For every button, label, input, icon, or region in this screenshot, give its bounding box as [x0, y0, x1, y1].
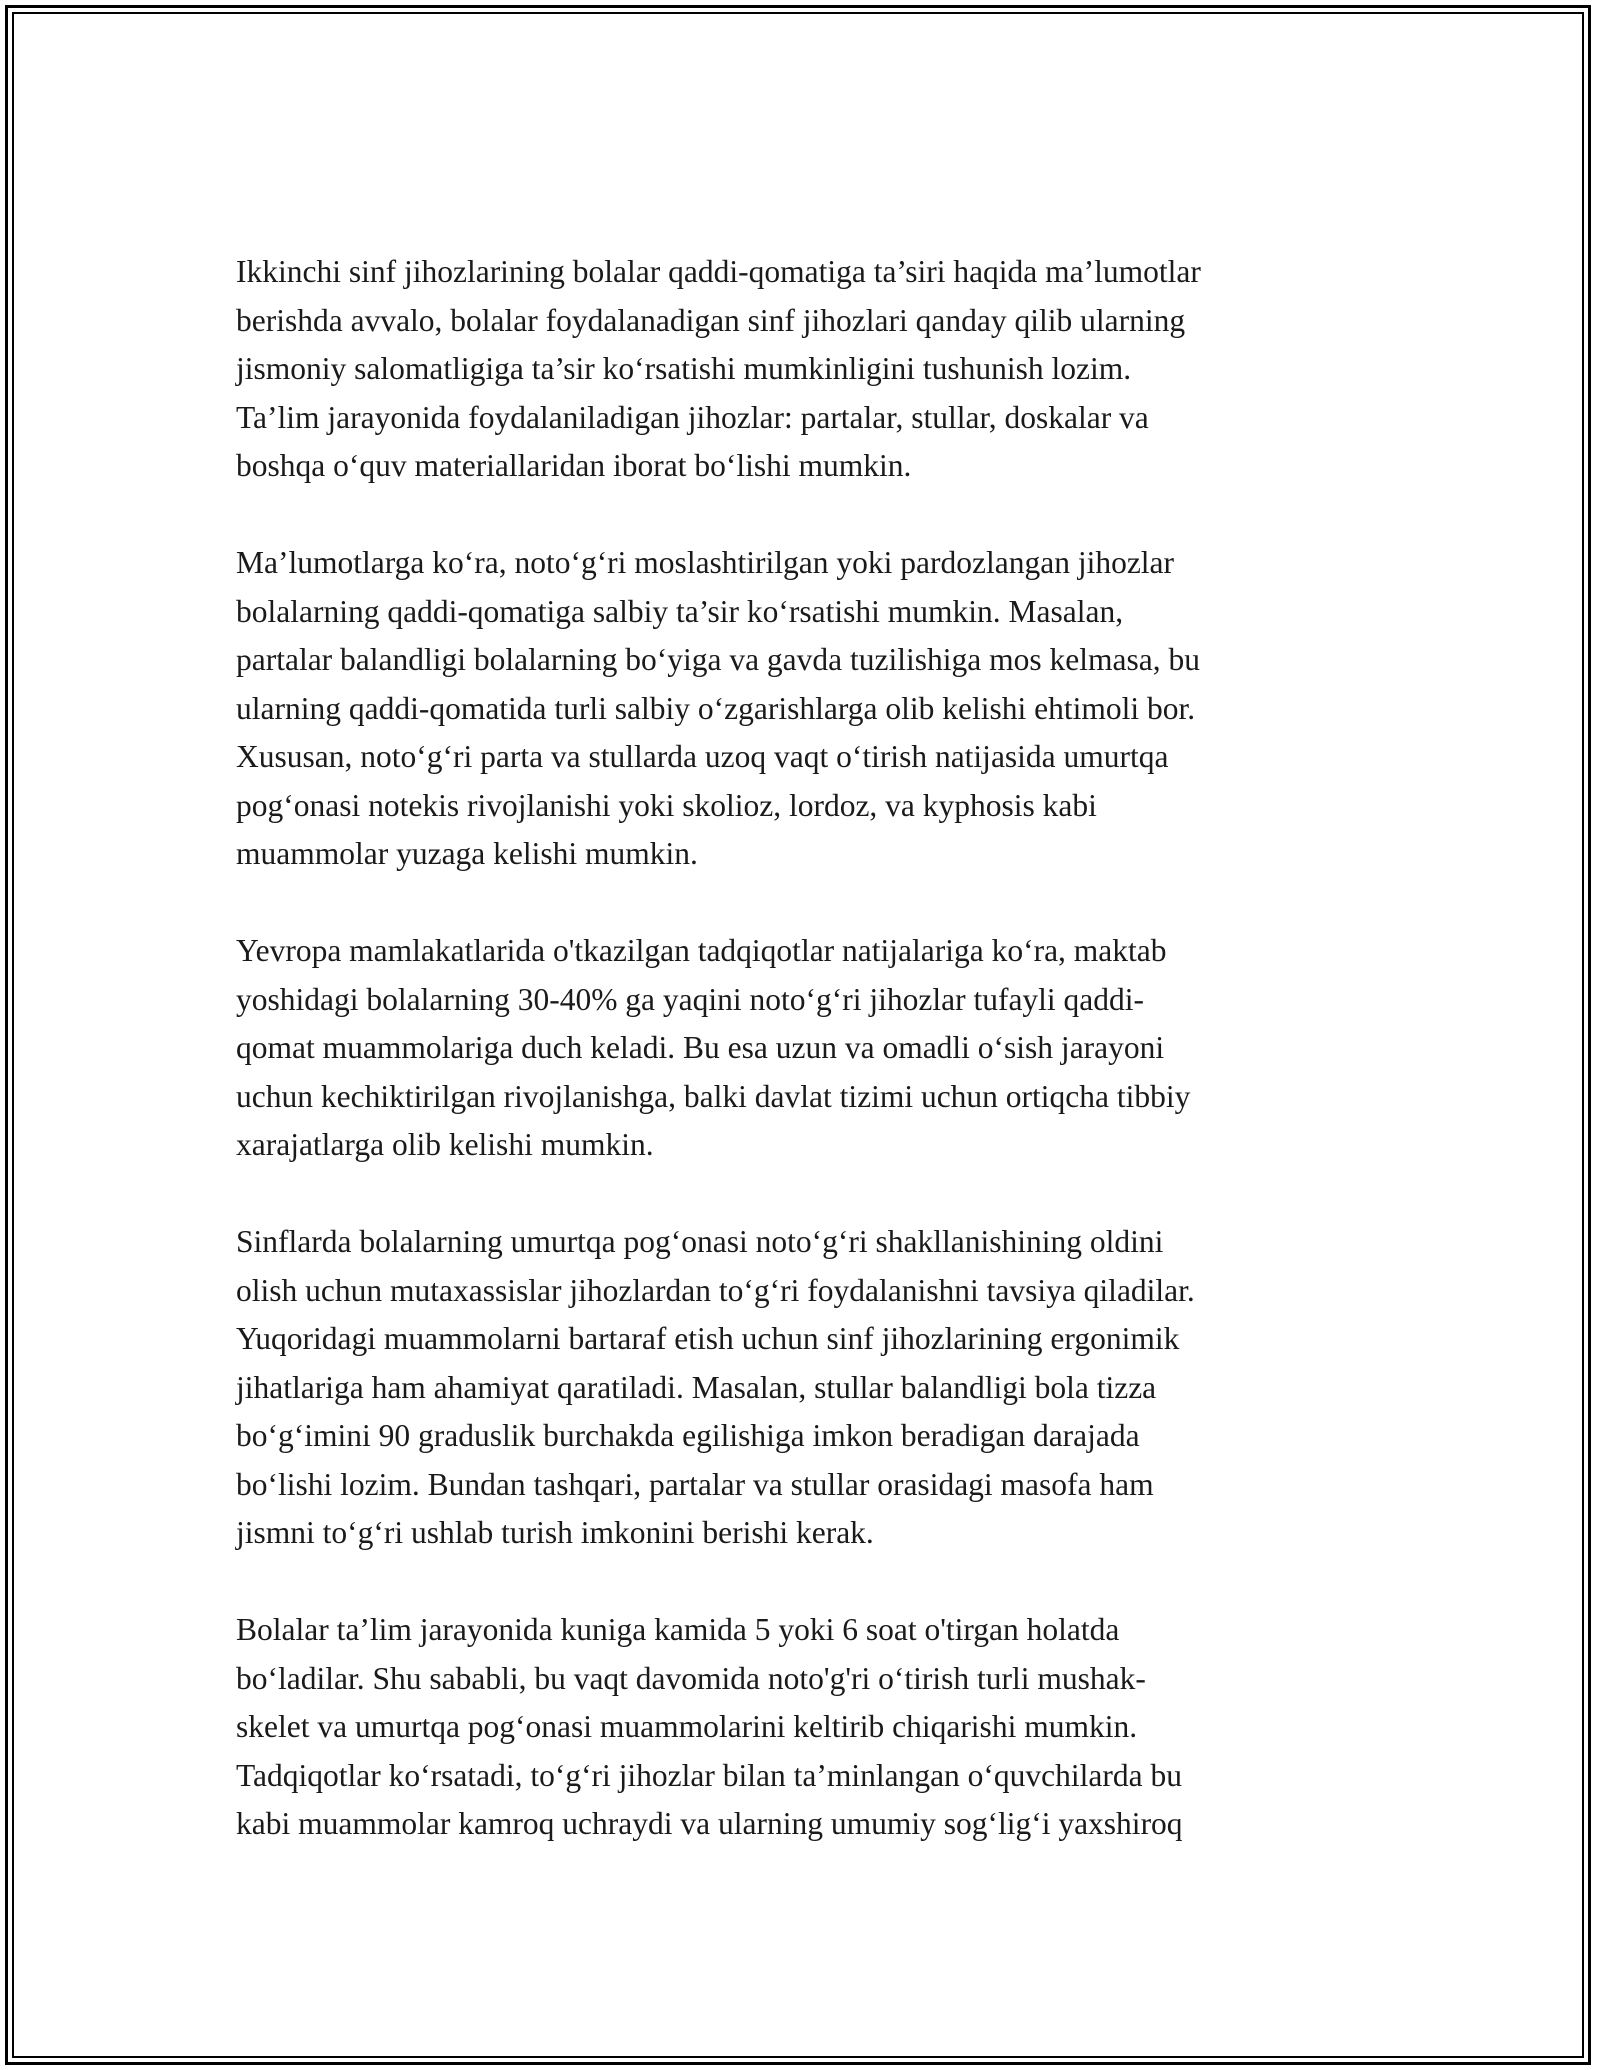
text-line: muammolar yuzaga kelishi mumkin.	[236, 836, 698, 871]
text-line: Yevropa mamlakatlarida o'tkazilgan tadqiqotlar natijalariga ko‘ra, maktab	[236, 933, 1167, 968]
paragraph-5	[236, 1606, 1396, 1849]
text-line: Ikkinchi sinf jihozlarining bolalar qaddi-qomatiga ta’siri haqida ma’lumotlar	[236, 254, 1201, 289]
text-line: jismoniy salomatligiga ta’sir ko‘rsatishi mumkinligini tushunish lozim.	[236, 351, 1132, 386]
text-line: bo‘ladilar. Shu sababli, bu vaqt davomida noto'g'ri o‘tirish turli mushak-	[236, 1660, 1146, 1696]
text-line: boshqa o‘quv materiallaridan iborat bo‘lishi mumkin.	[236, 448, 912, 483]
paragraph-2	[236, 539, 1396, 879]
text-line: pog‘onasi notekis rivojlanishi yoki skolioz, lordoz, va kyphosis kabi	[236, 787, 1097, 823]
text-line: Ma’lumotlarga ko‘ra, noto‘g‘ri moslashtirilgan yoki pardozlangan jihozlar	[236, 545, 1175, 580]
text-line: Xususan, noto‘g‘ri parta va stullarda uzoq vaqt o‘tirish natijasida umurtqa	[236, 739, 1169, 774]
text-line: jihatlariga ham ahamiyat qaratiladi. Masalan, stullar balandligi bola tizza	[236, 1369, 1157, 1405]
text-line: uchun kechiktirilgan rivojlanishga, balki davlat tizimi uchun ortiqcha tibbiy	[236, 1078, 1191, 1114]
paragraph-4	[236, 1218, 1396, 1558]
paragraph-3	[236, 927, 1396, 1170]
text-line: yoshidagi bolalarning 30-40% ga yaqini noto‘g‘ri jihozlar tufayli qaddi-	[236, 981, 1145, 1017]
text-line: ularning qaddi-qomatida turli salbiy o‘zgarishlarga olib kelishi ehtimoli bor.	[236, 690, 1196, 726]
text-line: Yuqoridagi muammolarni bartaraf etish uchun sinf jihozlarining ergonimik	[236, 1321, 1180, 1356]
text-line: bolalarning qaddi-qomatiga salbiy ta’sir ko‘rsatishi mumkin. Masalan,	[236, 593, 1124, 629]
text-line: qomat muammolariga duch keladi. Bu esa uzun va omadli o‘sish jarayoni	[236, 1030, 1165, 1065]
text-line: partalar balandligi bolalarning bo‘yiga va gavda tuzilishiga mos kelmasa, bu	[236, 642, 1200, 677]
text-line: jismni to‘g‘ri ushlab turish imkonini berishi kerak.	[236, 1515, 874, 1550]
text-line: bo‘g‘imini 90 graduslik burchakda egilishiga imkon beradigan darajada	[236, 1418, 1140, 1453]
text-line: Ta’lim jarayonida foydalaniladigan jihozlar: partalar, stullar, doskalar va	[236, 399, 1149, 435]
text-line: xarajatlarga olib kelishi mumkin.	[236, 1127, 654, 1162]
text-line: olish uchun mutaxassislar jihozlardan to‘g‘ri foydalanishni tavsiya qiladilar.	[236, 1272, 1195, 1308]
text-line: skelet va umurtqa pog‘onasi muammolarini keltirib chiqarishi mumkin.	[236, 1709, 1138, 1744]
text-line: bo‘lishi lozim. Bundan tashqari, partalar va stullar orasidagi masofa ham	[236, 1466, 1154, 1502]
text-line: Tadqiqotlar ko‘rsatadi, to‘g‘ri jihozlar bilan ta’minlangan o‘quvchilarda bu	[236, 1757, 1182, 1793]
paragraph-1	[236, 248, 1396, 491]
text-line: Bolalar ta’lim jarayonida kuniga kamida 5 yoki 6 soat o'tirgan holatda	[236, 1612, 1120, 1647]
text-line: kabi muammolar kamroq uchraydi va ularning umumiy sog‘lig‘i yaxshiroq	[236, 1806, 1183, 1841]
text-line: berishda avvalo, bolalar foydalanadigan sinf jihozlari qanday qilib ularning	[236, 302, 1186, 338]
document-body	[236, 248, 1396, 1897]
text-line: Sinflarda bolalarning umurtqa pog‘onasi noto‘g‘ri shakllanishining oldini	[236, 1224, 1164, 1259]
